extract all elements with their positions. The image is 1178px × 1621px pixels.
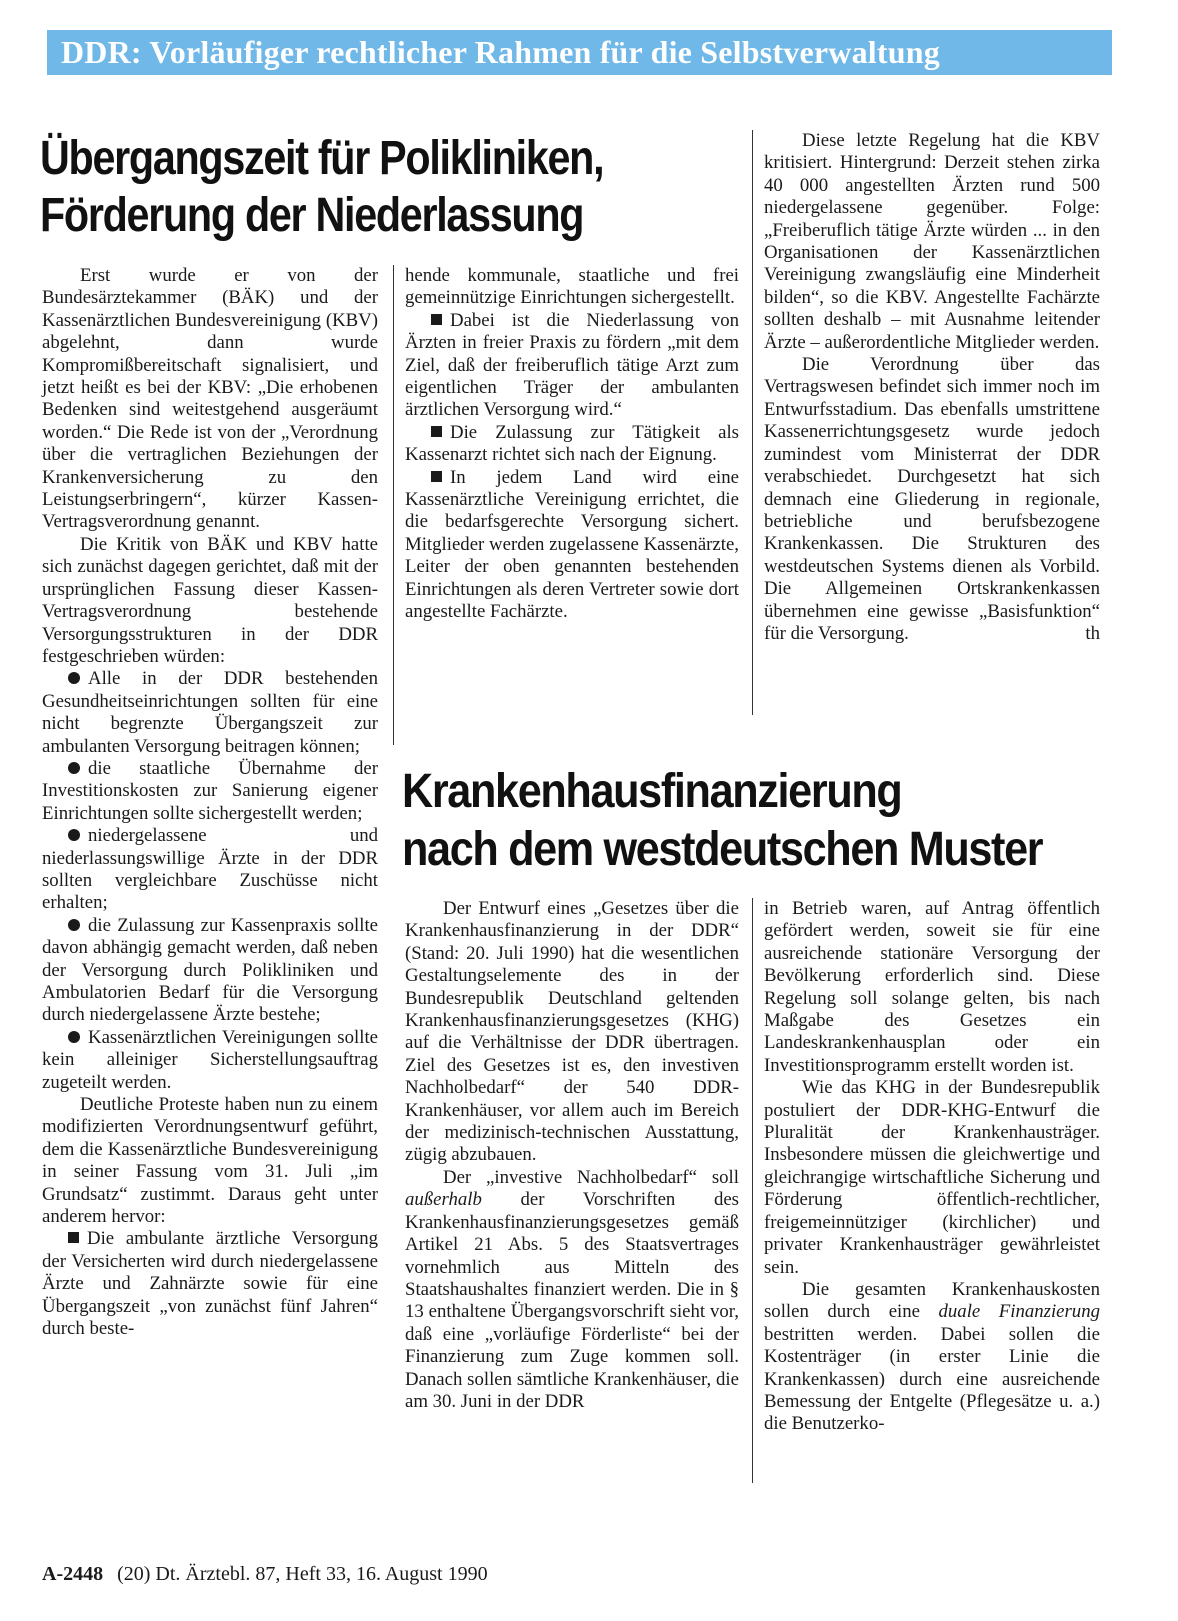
bullet-dot-icon: [68, 1031, 80, 1043]
bullet-item: [42, 668, 378, 758]
square-bullet-icon: [431, 314, 442, 325]
paragraph-text: Der „investive Nachholbedarf“ soll: [443, 1166, 739, 1188]
bullet-text: Kassenärztlichen Vereinigungen sollte kein alleiniger Sicherstellungsauftrag zugeteilt werden.: [42, 1026, 378, 1093]
article1-column-1: [42, 265, 378, 1341]
bullet-text: In jedem Land wird eine Kassenärztliche Vereinigung errichtet, die die bedarfsgerechte Versorgung sichert. Mitglieder werden zugelassene Kassenärzte, Leiter der oben genannten bestehenden Einrichtungen als deren Vertreter sowie dort angestellte Fachärzte.: [405, 466, 739, 623]
paragraph: Deutliche Proteste haben nun zu einem modifizierten Verordnungsentwurf geführt, dem die Kassenärztliche Bundesvereinigung in seiner Fassung vom 31. Juli „im Grundsatz“ zustimmt. Daraus geht unter anderem hervor:: [42, 1094, 378, 1228]
bullet-text: niedergelassene und niederlassungswillige Ärzte in der DDR sollten vergleichbare Zuschüsse nicht erhalten;: [42, 825, 378, 914]
section-banner: DDR: Vorläufiger rechtlicher Rahmen für die Selbstverwaltung: [47, 30, 1112, 75]
paragraph: hende kommunale, staatliche und frei gemeinnützige Einrichtungen sichergestellt.: [405, 265, 739, 309]
bullet-text: die staatliche Übernahme der Investitionskosten zur Sanierung eigener Einrichtungen sollte sichergestellt werden;: [42, 757, 378, 824]
bullet-item: [42, 915, 378, 1027]
bullet-item: [405, 310, 739, 422]
bullet-item: [405, 467, 739, 624]
article1-headline-line1: Übergangszeit für Polikliniken,: [40, 132, 604, 185]
page-number: A-2448: [42, 1563, 104, 1585]
paragraph: Wie das KHG in der Bundesrepublik postuliert der DDR-KHG-Entwurf die Pluralität der Krankenhausträger. Insbesondere müssen die gleichwertige und gleichrangige wirtschaftliche Sicherung und Förderung öffentlich-rechtlicher, freigemeinnütziger (kirchlicher) und privater Krankenhausträger gewährleistet sein.: [764, 1077, 1100, 1278]
bullet-dot-icon: [68, 672, 80, 684]
bullet-dot-icon: [68, 919, 80, 931]
paragraph-text: der Vorschriften des Krankenhausfinanzierungsgesetzes gemäß Artikel 21 Abs. 5 des Staatsvertrages vornehmlich aus Mitteln des Staatshaushaltes finanziert werden. Die in § 13 enthaltene Übergangsvorschrift sieht vor, daß eine „vorläufige Förderliste“ bei der Finanzierung zum Zuge kommen soll. Danach sollen sämtliche Krankenhäuser, die am 30. Juni in der DDR: [405, 1189, 739, 1412]
emphasis-text: außerhalb: [405, 1189, 482, 1211]
article2-headline-line2: nach dem westdeutschen Muster: [402, 823, 1043, 876]
column-divider: [752, 130, 753, 715]
author-signature: th: [1085, 622, 1100, 644]
bullet-text: die Zulassung zur Kassenpraxis sollte davon abhängig gemacht werden, daß neben der Versorgung durch Polikliniken und Ambulatorien Bedarf für die Versorgung durch niedergelassene Ärzte bestehe;: [42, 914, 378, 1026]
article2-headline-line1: Krankenhausfinanzierung: [402, 765, 902, 818]
bullet-dot-icon: [68, 829, 80, 841]
paragraph: [764, 354, 1100, 645]
article1-headline-line2: Förderung der Niederlassung: [40, 189, 584, 242]
article1-column-2: [405, 265, 739, 624]
paragraph-text: bestritten werden. Dabei sollen die Kostenträger (in erster Linie die Krankenkassen) durch eine ausreichende Bemessung der Entgelte (Pflegesätze u. a.) die Benutzerko-: [764, 1323, 1100, 1435]
paragraph: [764, 1279, 1100, 1436]
square-bullet-icon: [431, 471, 442, 482]
bullet-item: [42, 825, 378, 915]
paragraph: Der Entwurf eines „Gesetzes über die Krankenhausfinanzierung in der DDR“ (Stand: 20. Juli 1990) hat die wesentlichen Gestaltungselemente des in der Bundesrepublik Deutschland geltenden Krankenhausfinanzierungsgesetzes (KHG) auf die Verhältnisse der DDR übertragen. Ziel des Gesetzes ist es, den investiven Nachholbedarf“ der 540 DDR-Krankenhäuser, vor allem auch im Bereich der medizinisch-technischen Ausstattung, zügig abzubauen.: [405, 898, 739, 1166]
column-divider: [752, 898, 753, 1483]
page-footer: [42, 1563, 488, 1586]
paragraph: Diese letzte Regelung hat die KBV kritisiert. Hintergrund: Derzeit stehen zirka 40 000 angestellten Ärzten rund 500 niedergelassene gegenüber. Folge: „Freiberuflich tätige Ärzte würden ... in den Organisationen der Kassenärztlichen Vereinigung zwangsläufig eine Minderheit bilden“, so die KBV. Angestellte Fachärzte sollten deshalb – mit Ausnahme leitender Ärzte – außerordentliche Mitglieder werden.: [764, 130, 1100, 353]
bullet-text: Dabei ist die Niederlassung von Ärzten in freier Praxis zu fördern „mit dem Ziel, daß der freiberuflich tätige Arzt zum eigentlichen Träger der ambulanten ärztlichen Versorgung wird.“: [405, 309, 739, 421]
square-bullet-icon: [68, 1232, 79, 1243]
publication-info: (20) Dt. Ärztebl. 87, Heft 33, 16. August 1990: [117, 1563, 488, 1585]
article2-column-2: [764, 898, 1100, 1436]
emphasis-text: duale Finanzierung: [938, 1301, 1100, 1323]
bullet-text: Alle in der DDR bestehenden Gesundheitseinrichtungen sollten für eine nicht begrenzte Übergangszeit zur ambulanten Versorgung beitragen können;: [42, 668, 378, 757]
column-divider: [393, 265, 394, 745]
bullet-dot-icon: [68, 762, 80, 774]
bullet-item: [42, 1027, 378, 1094]
paragraph: [405, 1167, 739, 1413]
paragraph-text: Die gesamten Krankenhauskosten sollen durch eine: [764, 1278, 1100, 1323]
bullet-item: [42, 758, 378, 825]
square-bullet-icon: [431, 426, 442, 437]
paragraph: Die Kritik von BÄK und KBV hatte sich zunächst dagegen gerichtet, daß mit der ursprünglichen Fassung dieser Kassen-Vertragsverordnung bestehende Versorgungsstrukturen in der DDR festgeschrieben würden:: [42, 533, 378, 667]
paragraph-text: Die Verordnung über das Vertragswesen befindet sich immer noch im Entwurfsstadium. Das ebenfalls umstrittene Kassenerrichtungsgesetz wurde jedoch zumindest vom Ministerrat der DDR verabschiedet. Durchgesetzt hat sich demnach eine Gliederung in regionale, betriebliche und berufsbezogene Krankenkassen. Die Strukturen des westdeutschen Systems dienen als Vorbild. Die Allgemeinen Ortskrankenkassen übernehmen eine gewisse „Basisfunktion“ für die Versorgung.: [764, 354, 1100, 644]
article2-column-1: [405, 898, 739, 1413]
bullet-item: [42, 1228, 378, 1340]
paragraph: in Betrieb waren, auf Antrag öffentlich gefördert werden, soweit sie für eine ausreichende stationäre Versorgung der Bevölkerung erforderlich sind. Diese Regelung soll solange gelten, bis nach Maßgabe des Gesetzes ein Landeskrankenhausplan oder ein Investitionsprogramm erstellt worden ist.: [764, 898, 1100, 1076]
bullet-item: [405, 422, 739, 467]
article2-headline: [402, 763, 1113, 879]
article1-headline: [40, 130, 695, 244]
paragraph: Erst wurde er von der Bundesärztekammer (BÄK) und der Kassenärztlichen Bundesvereinigung (KBV) abgelehnt, dann wurde Kompromißbereitschaft signalisiert, und jetzt heißt es bei der KBV: „Die erhobenen Bedenken sind weitestgehend ausgeräumt worden.“ Die Rede ist von der „Verordnung über die vertraglichen Beziehungen der Krankenversicherung zu den Leistungserbringern“, kürzer Kassen-Vertragsverordnung genannt.: [42, 265, 378, 533]
bullet-text: Die Zulassung zur Tätigkeit als Kassenarzt richtet sich nach der Eignung.: [405, 421, 739, 466]
article1-column-3: [764, 130, 1100, 645]
bullet-text: Die ambulante ärztliche Versorgung der Versicherten wird durch niedergelassene Ärzte und Zahnärzte sowie für eine Übergangszeit „von zunächst fünf Jahren“ durch beste-: [42, 1228, 378, 1340]
